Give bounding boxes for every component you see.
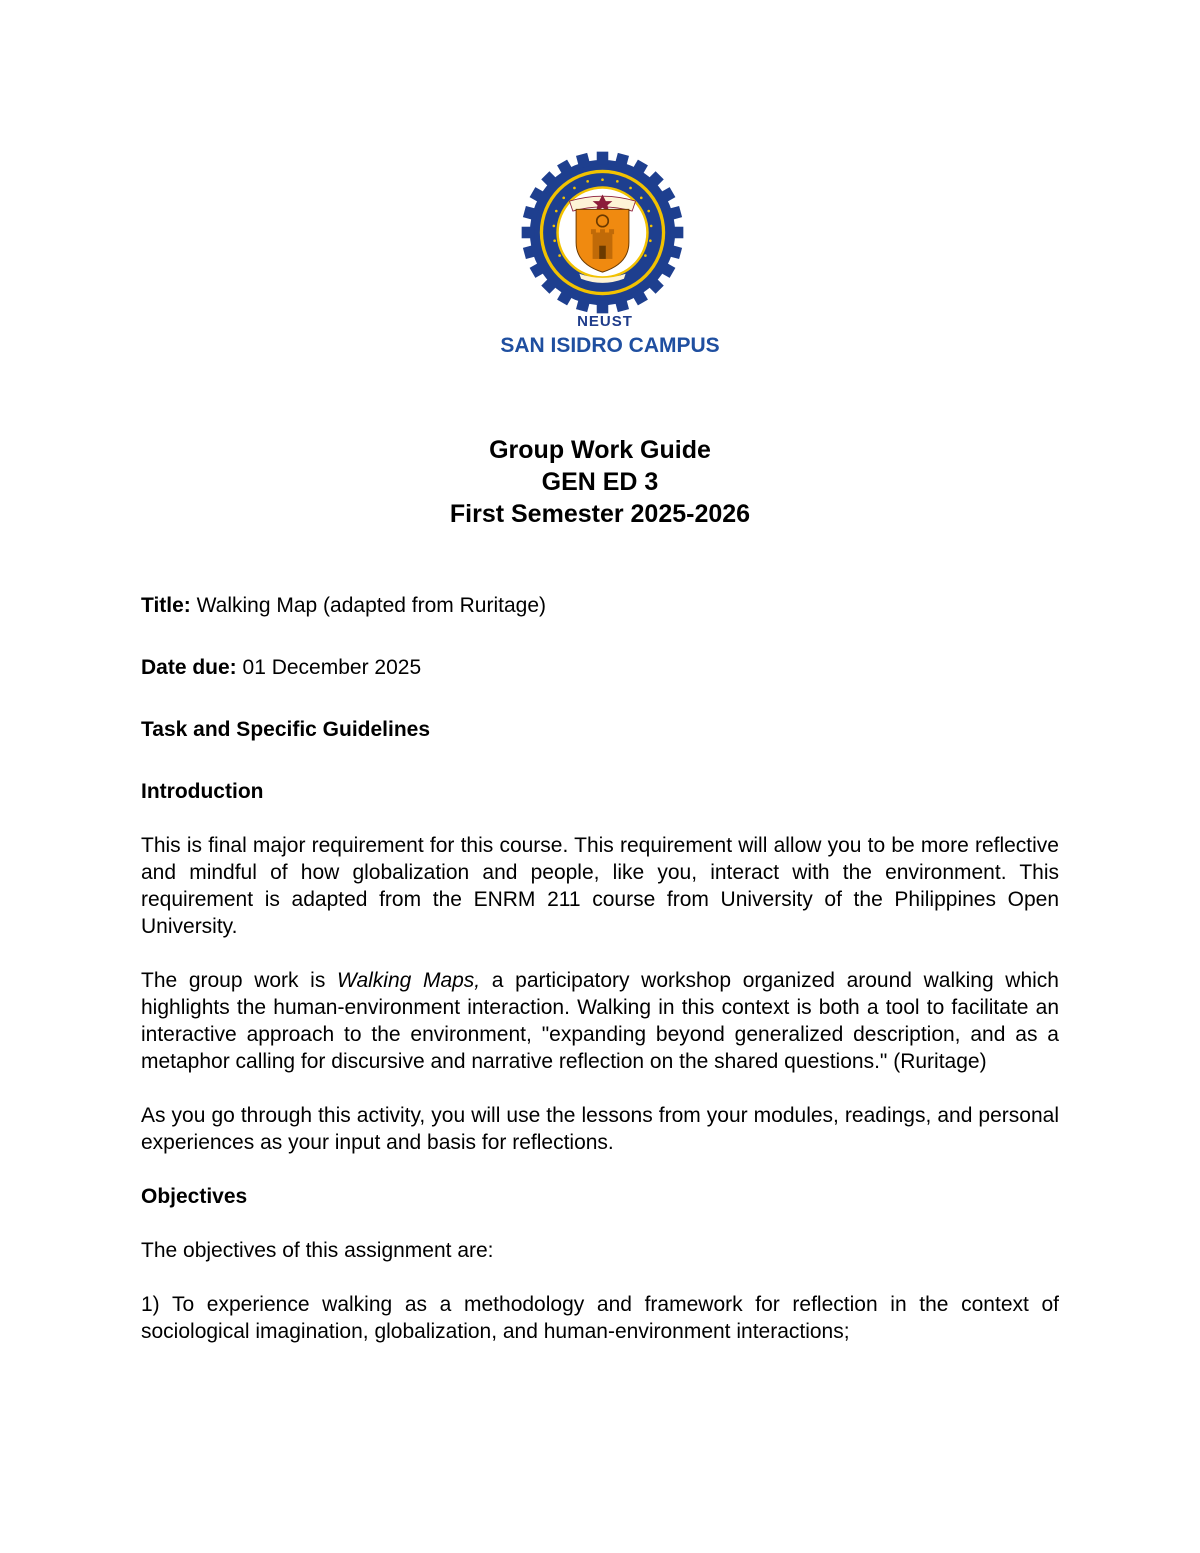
header-line-title: Group Work Guide bbox=[489, 436, 711, 464]
logo-abbreviation: NEUST bbox=[577, 313, 633, 330]
introduction-heading: Introduction bbox=[141, 780, 264, 803]
title-label: Title: bbox=[141, 594, 191, 617]
campus-name: SAN ISIDRO CAMPUS bbox=[500, 334, 720, 357]
para2-emphasis: Walking Maps, bbox=[337, 969, 481, 992]
para2-rest: a participatory workshop organized around walking which highlights the human-environment interaction. Walking in this context is both a tool to facilitate an interactive approach to the environment, "expanding beyond generalized description, and as a metaphor calling for discursive and narrative reflection on the shared questions." (Ruritage) bbox=[141, 969, 1059, 1073]
task-heading: Task and Specific Guidelines bbox=[141, 718, 431, 741]
objective-item-1: 1) To experience walking as a methodology and framework for reflection in the context of sociological imagination, globalization, and human-environment interactions; bbox=[141, 1293, 1059, 1343]
document-header bbox=[0, 434, 1200, 530]
introduction-paragraph-2 bbox=[141, 967, 1059, 1075]
title-value: Walking Map (adapted from Ruritage) bbox=[190, 594, 547, 617]
header-line-course: GEN ED 3 bbox=[541, 468, 659, 496]
introduction-paragraph-1: This is final major requirement for this course. This requirement will allow you to be more reflective and mindful of how globalization and people, like you, interact with the environment. This requirement is adapted from the ENRM 211 course from University of the Philippines Open University. bbox=[141, 834, 1059, 938]
title-field bbox=[141, 592, 1059, 619]
due-date-value: 01 December 2025 bbox=[236, 656, 422, 679]
introduction-paragraph-3: As you go through this activity, you will use the lessons from your modules, readings, and personal experiences as your input and basis for reflections. bbox=[141, 1104, 1059, 1154]
objectives-intro: The objectives of this assignment are: bbox=[141, 1239, 494, 1262]
due-date-field bbox=[141, 654, 1059, 681]
header-line-semester: First Semester 2025-2026 bbox=[449, 500, 751, 528]
document-body bbox=[141, 592, 1059, 1345]
due-date-label: Date due: bbox=[141, 656, 237, 679]
objectives-heading: Objectives bbox=[141, 1185, 248, 1208]
neust-seal-logo bbox=[520, 150, 685, 315]
para2-start: The group work is bbox=[141, 969, 337, 992]
